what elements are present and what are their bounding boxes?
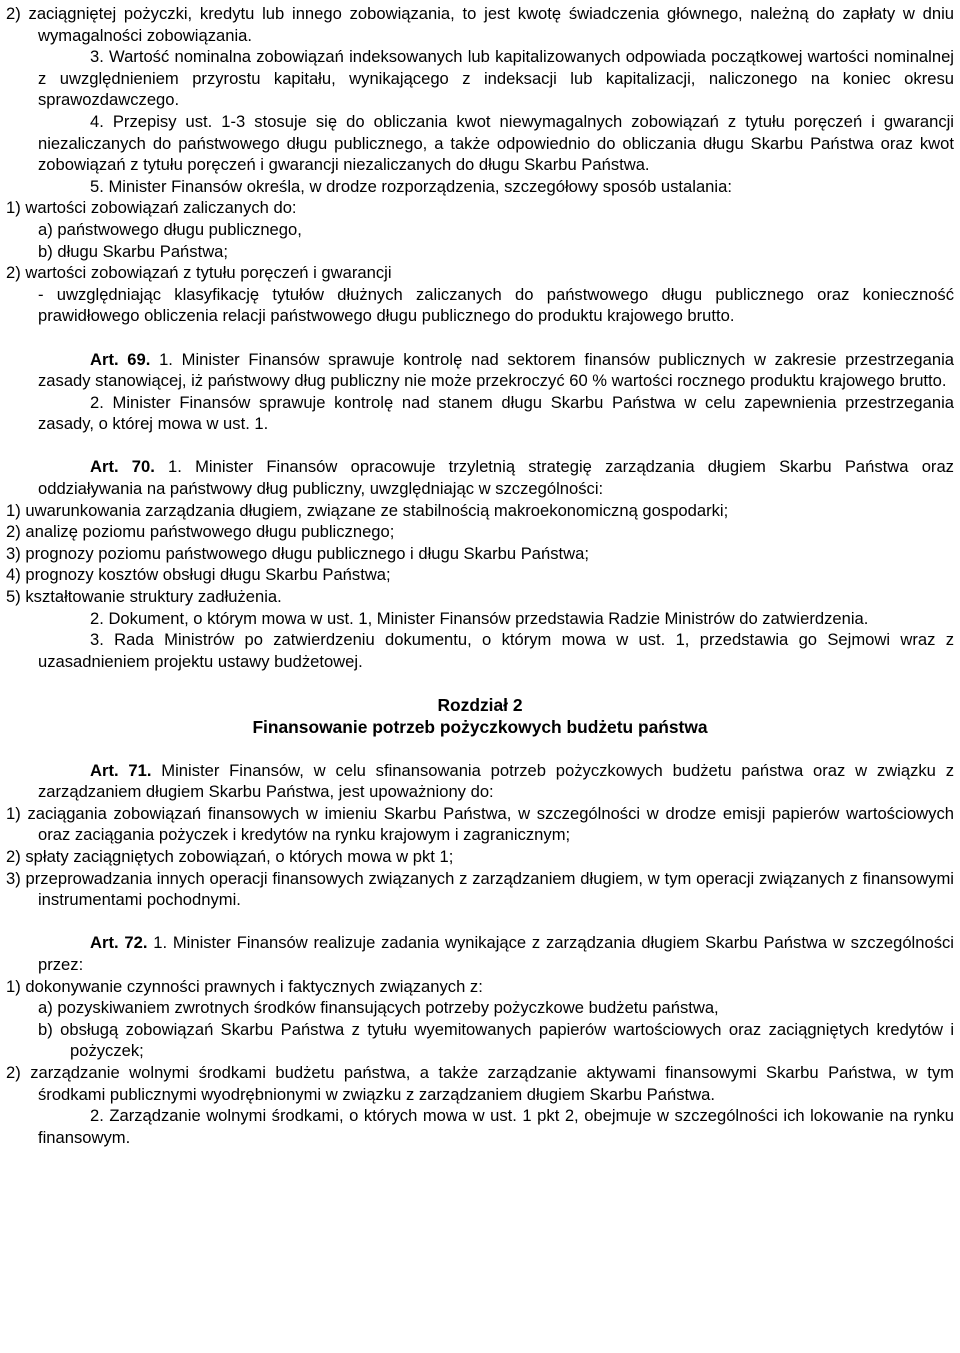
article-70-item-4: 4) prognozy kosztów obsługi długu Skarbu Państwa; bbox=[6, 565, 391, 585]
paragraph-closing-clause: - uwzględniając klasyfikację tytułów dłużnych zaliczanych do państwowego długu publicznego oraz konieczność prawidłowego obliczenia relacji państwowego długu publicznego do produktu krajowego brutto. bbox=[38, 284, 954, 326]
spacer bbox=[6, 672, 954, 694]
article-71-item-3: 3) przeprowadzania innych operacji finansowych związanych z zarządzaniem długiem, w tym operacji związanych z finansowymi instrumentami pochodnymi. bbox=[6, 868, 954, 910]
article-70-block bbox=[6, 456, 954, 499]
article-72-subitem-a: a) pozyskiwaniem zwrotnych środków finansujących potrzeby pożyczkowe budżetu państwa, bbox=[38, 998, 719, 1018]
article-72-ust-1-text: 1. Minister Finansów realizuje zadania wynikające z zarządzania długiem Skarbu Państwa w szczególności przez: bbox=[38, 933, 954, 974]
paragraph-ust-3-block bbox=[6, 46, 954, 111]
paragraph-item-2: 2) zaciągniętej pożyczki, kredytu lub innego zobowiązania, to jest kwotę świadczenia głównego, należną do zapłaty w dniu wymagalności zobowiązania. bbox=[6, 4, 954, 45]
article-71-intro bbox=[38, 760, 954, 803]
article-70-ust-2: 2. Dokument, o którym mowa w ust. 1, Minister Finansów przedstawia Radzie Ministrów do zatwierdzenia. bbox=[90, 608, 869, 628]
list-item-2: 2) wartości zobowiązań z tytułu poręczeń i gwarancji bbox=[6, 263, 392, 283]
paragraph-ust-5: 5. Minister Finansów określa, w drodze rozporządzenia, szczegółowy sposób ustalania: bbox=[90, 176, 732, 196]
article-72-label: Art. 72. bbox=[90, 933, 148, 953]
article-71-item-1: 1) zaciągania zobowiązań finansowych w imieniu Skarbu Państwa, w szczególności w drodze emisji papierów wartościowych oraz zaciągania pożyczek i kredytów na rynku krajowym i zagranicznym; bbox=[6, 803, 954, 845]
article-72-ust-2: 2. Zarządzanie wolnymi środkami, o których mowa w ust. 1 pkt 2, obejmuje w szczególności ich lokowanie na rynku finansowym. bbox=[38, 1106, 954, 1147]
paragraph-ust-4: 4. Przepisy ust. 1-3 stosuje się do obliczania kwot niewymagalnych zobowiązań z tytułu poręczeń i gwarancji niezaliczanych do państwowego długu publicznego, a także odpowiednio do obliczania długu Skarbu Państwa oraz kwot zobowiązań z tytułu poręczeń i gwarancji niezaliczanych do długu Skarbu Państwa. bbox=[38, 111, 954, 175]
list-item-1: 1) wartości zobowiązań zaliczanych do: bbox=[6, 198, 297, 218]
article-72-item-2: 2) zarządzanie wolnymi środkami budżetu państwa, a także zarządzanie aktywami finansowymi Skarbu Państwa, w tym środkami publicznymi wyodrębnionymi w związku z zarządzaniem długiem Skarbu Państwa. bbox=[6, 1062, 954, 1104]
article-69-label: Art. 69. bbox=[90, 349, 151, 369]
article-72-item-1: 1) dokonywanie czynności prawnych i faktycznych związanych z: bbox=[6, 976, 483, 996]
chapter-title: Finansowanie potrzeb pożyczkowych budżetu państwa bbox=[252, 717, 708, 737]
spacer bbox=[6, 911, 954, 933]
list-subitem-b: b) długu Skarbu Państwa; bbox=[38, 241, 229, 261]
article-71-item-2: 2) spłaty zaciągniętych zobowiązań, o których mowa w pkt 1; bbox=[6, 846, 454, 866]
article-70-ust-3: 3. Rada Ministrów po zatwierdzeniu dokumentu, o którym mowa w ust. 1, przedstawia go Sejmowi wraz z uzasadnieniem projektu ustawy budżetowej. bbox=[38, 630, 954, 671]
article-69-ust-2: 2. Minister Finansów sprawuje kontrolę nad stanem długu Skarbu Państwa w celu zapewnienia przestrzegania zasady, o której mowa w ust. 1. bbox=[38, 392, 954, 434]
paragraph-ust-5-block bbox=[6, 176, 954, 198]
article-70-ust-1-text: 1. Minister Finansów opracowuje trzyletnią strategię zarządzania długiem Skarbu Państwa oraz oddziaływania na państwowy dług publiczny, uwzględniając w szczególności: bbox=[38, 457, 954, 499]
article-70-label: Art. 70. bbox=[90, 457, 155, 477]
article-70-item-1: 1) uwarunkowania zarządzania długiem, związane ze stabilnością makroekonomiczną gospodarki; bbox=[6, 500, 729, 520]
paragraph-ust-4-block bbox=[6, 111, 954, 176]
article-71-block bbox=[6, 760, 954, 803]
article-70-ust-1 bbox=[38, 456, 954, 499]
spacer bbox=[6, 738, 954, 760]
article-72-subitem-b: b) obsługą zobowiązań Skarbu Państwa z tytułu wyemitowanych papierów wartościowych oraz zaciągniętych kredytów i pożyczek; bbox=[38, 1019, 954, 1061]
article-70-item-2: 2) analizę poziomu państwowego długu publicznego; bbox=[6, 522, 395, 542]
article-69-block bbox=[6, 349, 954, 435]
article-71-label: Art. 71. bbox=[90, 760, 152, 780]
article-69-ust-1-text: 1. Minister Finansów sprawuje kontrolę nad sektorem finansów publicznych w zakresie przestrzegania zasady stanowiącej, iż państwowy dług publiczny nie może przekroczyć 60 % wartości rocznego produktu krajowego brutto. bbox=[38, 349, 954, 391]
article-72-ust-1 bbox=[38, 932, 954, 975]
article-69-ust-1 bbox=[38, 349, 954, 392]
article-70-block-2 bbox=[6, 608, 954, 673]
spacer bbox=[6, 327, 954, 349]
chapter-number: Rozdział 2 bbox=[437, 695, 523, 715]
article-72-block-2 bbox=[6, 1105, 954, 1148]
paragraph-ust-3: 3. Wartość nominalna zobowiązań indeksowanych lub kapitalizowanych odpowiada początkowej wartości nominalnej z uwzględnieniem przyrostu kapitału, wynikającego z indeksacji lub kapitalizacji, naliczonego na koniec okresu sprawozdawczego. bbox=[38, 47, 954, 110]
article-70-item-3: 3) prognozy poziomu państwowego długu publicznego i długu Skarbu Państwa; bbox=[6, 543, 589, 563]
article-72-block bbox=[6, 932, 954, 975]
article-71-intro-text: Minister Finansów, w celu sfinansowania potrzeb pożyczkowych budżetu państwa oraz w związku z zarządzaniem długiem Skarbu Państwa, jest upoważniony do: bbox=[38, 760, 954, 802]
article-70-item-5: 5) kształtowanie struktury zadłużenia. bbox=[6, 587, 282, 607]
spacer bbox=[6, 435, 954, 457]
list-subitem-a: a) państwowego długu publicznego, bbox=[38, 219, 302, 239]
